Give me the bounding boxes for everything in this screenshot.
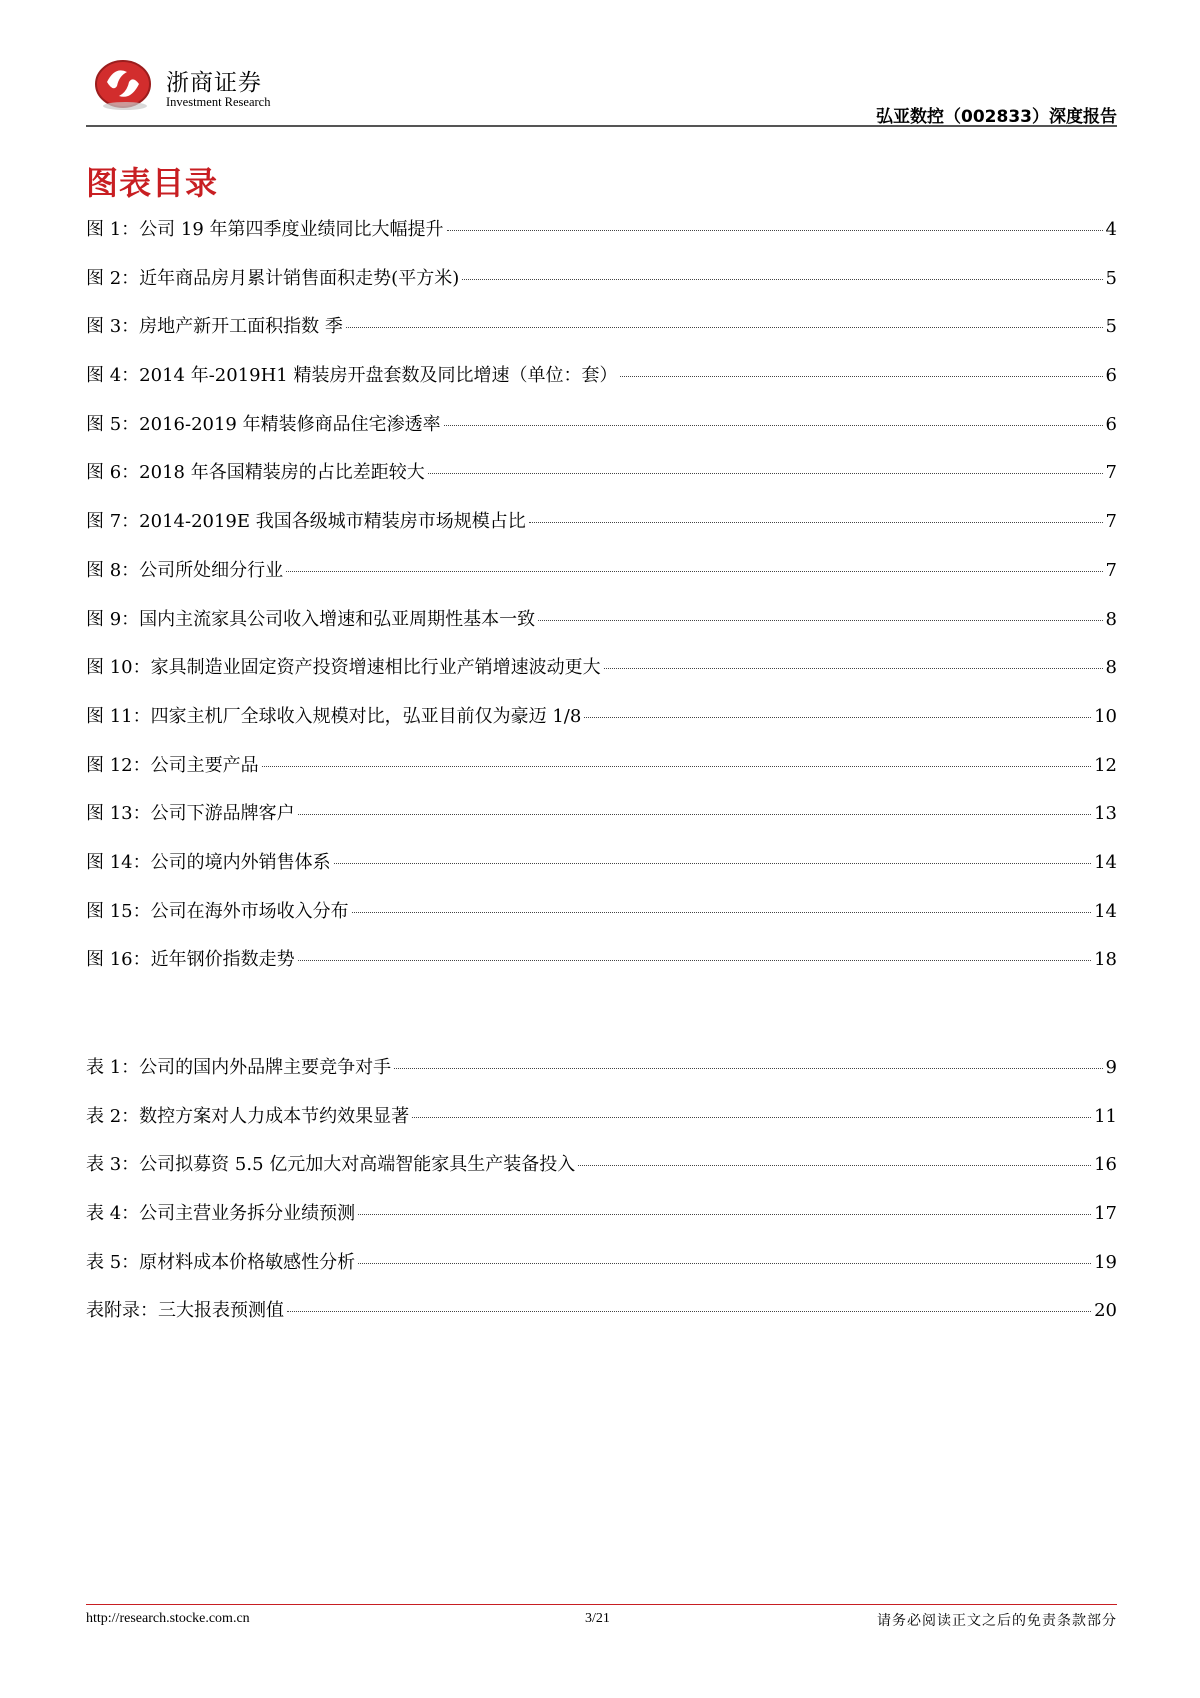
leader-dots — [334, 863, 1091, 864]
leader-dots — [578, 1165, 1091, 1166]
entry-label: 图 10：家具制造业固定资产投资增速相比行业产销增速波动更大 — [86, 657, 601, 679]
leader-dots — [604, 668, 1103, 669]
entry-label: 图 1：公司 19 年第四季度业绩同比大幅提升 — [86, 219, 444, 240]
entry-page: 14 — [1094, 900, 1117, 922]
entry-page: 7 — [1105, 462, 1117, 484]
leader-dots — [358, 1214, 1091, 1215]
entry-page: 5 — [1105, 267, 1117, 289]
table-list — [86, 1053, 1117, 1345]
entry-label: 图 2：近年商品房月累计销售面积走势(平方米) — [86, 267, 460, 289]
entry-page: 5 — [1105, 316, 1117, 338]
toc-entry[interactable] — [86, 605, 1117, 654]
entry-label: 图 4：2014 年-2019H1 精装房开盘套数及同比增速（单位：套） — [86, 365, 618, 387]
leader-dots — [298, 960, 1091, 961]
toc-entry[interactable] — [86, 361, 1117, 410]
leader-dots — [298, 814, 1091, 815]
leader-dots — [584, 717, 1091, 718]
leader-dots — [262, 766, 1091, 767]
entry-label: 表 1：公司的国内外品牌主要竞争对手 — [86, 1057, 392, 1078]
entry-label: 图 14：公司的境内外销售体系 — [86, 851, 331, 873]
entry-label: 表 5：原材料成本价格敏感性分析 — [86, 1251, 356, 1273]
entry-page: 6 — [1105, 365, 1117, 387]
entry-page: 8 — [1105, 657, 1117, 679]
entry-page: 18 — [1094, 949, 1117, 971]
entry-label: 表 4：公司主营业务拆分业绩预测 — [86, 1203, 356, 1225]
toc-entry[interactable] — [86, 215, 1117, 264]
toc-entry[interactable] — [86, 1248, 1117, 1297]
leader-dots — [286, 571, 1102, 572]
brand-name-cn: 浙商证券 — [166, 70, 262, 96]
entry-page: 12 — [1094, 754, 1117, 776]
report-title: 弘亚数控（002833）深度报告 — [876, 107, 1117, 127]
toc-title: 图表目录 — [86, 164, 219, 202]
entry-label: 图 9：国内主流家具公司收入增速和弘亚周期性基本一致 — [86, 608, 536, 630]
toc-entry[interactable] — [86, 1053, 1117, 1102]
leader-dots — [412, 1117, 1091, 1118]
toc-entry[interactable] — [86, 507, 1117, 556]
entry-page: 6 — [1105, 413, 1117, 435]
leader-dots — [287, 1311, 1091, 1312]
entry-page: 14 — [1094, 851, 1117, 873]
leader-dots — [358, 1263, 1091, 1264]
entry-page: 7 — [1105, 511, 1117, 533]
company-logo — [93, 52, 155, 112]
leader-dots — [428, 473, 1103, 474]
leader-dots — [394, 1068, 1102, 1069]
toc-entry[interactable] — [86, 945, 1117, 994]
entry-page: 10 — [1094, 705, 1117, 727]
toc-entry[interactable] — [86, 751, 1117, 800]
entry-label: 表 3：公司拟募资 5.5 亿元加大对高端智能家具生产装备投入 — [86, 1154, 576, 1176]
footer-divider — [86, 1604, 1117, 1605]
leader-dots — [352, 912, 1091, 913]
entry-page: 4 — [1105, 219, 1117, 240]
toc-entry[interactable] — [86, 799, 1117, 848]
entry-label: 图 11：四家主机厂全球收入规模对比，弘亚目前仅为豪迈 1/8 — [86, 705, 582, 727]
leader-dots — [447, 230, 1103, 231]
toc-entry[interactable] — [86, 1150, 1117, 1199]
toc-entry[interactable] — [86, 312, 1117, 361]
leader-dots — [529, 522, 1103, 523]
entry-label: 图 3：房地产新开工面积指数 季 — [86, 316, 343, 338]
leader-dots — [620, 376, 1102, 377]
toc-entry[interactable] — [86, 1102, 1117, 1151]
toc-entry[interactable] — [86, 848, 1117, 897]
entry-label: 图 12：公司主要产品 — [86, 754, 259, 776]
leader-dots — [346, 327, 1103, 328]
entry-page: 8 — [1105, 608, 1117, 630]
entry-page: 13 — [1094, 803, 1117, 825]
entry-page: 20 — [1094, 1300, 1117, 1322]
toc-entry[interactable] — [86, 458, 1117, 507]
brand-name-en: Investment Research — [166, 95, 271, 109]
entry-page: 16 — [1094, 1154, 1117, 1176]
entry-page: 11 — [1094, 1105, 1117, 1127]
entry-label: 表附录：三大报表预测值 — [86, 1300, 284, 1322]
leader-dots — [538, 620, 1102, 621]
entry-label: 图 5：2016-2019 年精装修商品住宅渗透率 — [86, 413, 441, 435]
toc-entry[interactable] — [86, 653, 1117, 702]
toc-entry[interactable] — [86, 264, 1117, 313]
logo-icon — [93, 52, 155, 112]
toc-entry[interactable] — [86, 1199, 1117, 1248]
leader-dots — [462, 279, 1102, 280]
entry-label: 图 6：2018 年各国精装房的占比差距较大 — [86, 462, 425, 484]
entry-page: 17 — [1094, 1203, 1117, 1225]
toc-entry[interactable] — [86, 556, 1117, 605]
footer-disclaimer: 请务必阅读正文之后的免责条款部分 — [877, 1613, 1117, 1629]
toc-entry[interactable] — [86, 897, 1117, 946]
page-number: 3/21 — [585, 1611, 610, 1626]
entry-page: 7 — [1105, 559, 1117, 581]
toc-entry[interactable] — [86, 1296, 1117, 1345]
entry-label: 表 2：数控方案对人力成本节约效果显著 — [86, 1105, 410, 1127]
leader-dots — [444, 425, 1103, 426]
footer-url[interactable]: http://research.stocke.com.cn — [86, 1611, 250, 1626]
entry-label: 图 7：2014-2019E 我国各级城市精装房市场规模占比 — [86, 511, 526, 533]
toc-entry[interactable] — [86, 702, 1117, 751]
entry-page: 19 — [1094, 1251, 1117, 1273]
header-divider — [86, 125, 1117, 127]
entry-label: 图 16：近年钢价指数走势 — [86, 949, 295, 971]
toc-entry[interactable] — [86, 410, 1117, 459]
entry-label: 图 8：公司所处细分行业 — [86, 559, 284, 581]
entry-label: 图 15：公司在海外市场收入分布 — [86, 900, 349, 922]
figure-list — [86, 215, 1117, 994]
entry-page: 9 — [1105, 1057, 1117, 1078]
entry-label: 图 13：公司下游品牌客户 — [86, 803, 295, 825]
